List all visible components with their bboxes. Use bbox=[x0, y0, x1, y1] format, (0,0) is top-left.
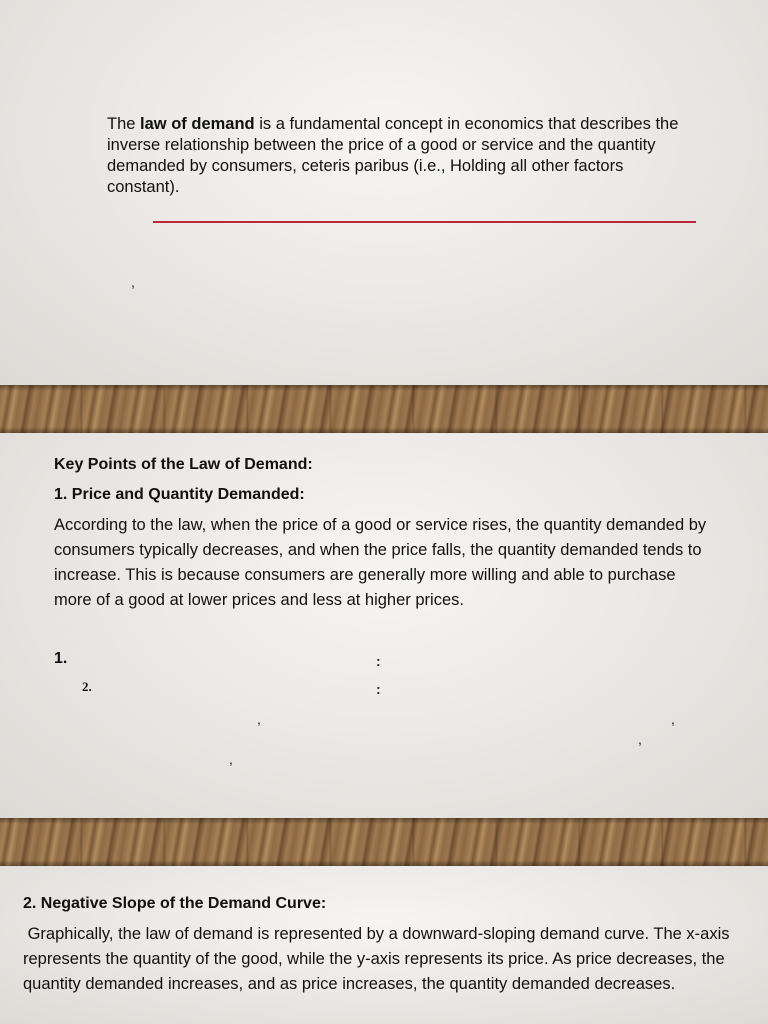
price-quantity-paragraph: According to the law, when the price of a good or service rises, the quantity demanded by consumers typically decreases, and when the price falls, the quantity demanded tends to increase. This is because consumers are generally more willing and able to purchase more of a good at lower prices and less at higher prices. bbox=[54, 516, 707, 609]
slide-2 bbox=[0, 433, 768, 818]
list-number-1: 1. bbox=[54, 650, 68, 667]
wood-floor-divider bbox=[0, 385, 768, 433]
stray-comma: , bbox=[638, 731, 642, 747]
slide-3 bbox=[0, 866, 768, 1024]
stray-comma: , bbox=[229, 751, 233, 767]
price-quantity-subheading: 1. Price and Quantity Demanded: bbox=[54, 486, 305, 503]
list-colon-1: : bbox=[376, 653, 381, 669]
key-points-heading: Key Points of the Law of Demand: bbox=[54, 456, 313, 473]
stray-comma: , bbox=[671, 711, 675, 727]
stray-comma: , bbox=[257, 711, 261, 727]
slide-1 bbox=[0, 0, 768, 385]
law-of-demand-term: law of demand bbox=[140, 115, 255, 133]
list-colon-2: : bbox=[376, 681, 381, 697]
wood-floor-divider bbox=[0, 818, 768, 866]
negative-slope-paragraph: Graphically, the law of demand is represented by a downward-sloping demand curve. The x-axis represents the quantity of the good, while the y-axis represents its price. As price decreases, the quantity demanded increases, and as price increases, the quantity demanded decreases. bbox=[23, 925, 735, 993]
intro-body: is a fundamental concept in economics that describes the inverse relationship between the price of a good or service and the quantity demanded by consumers, ceteris paribus (i.e., Holding all other factors constant). bbox=[107, 115, 679, 196]
stray-comma: , bbox=[131, 274, 135, 290]
negative-slope-heading: 2. Negative Slope of the Demand Curve: bbox=[23, 895, 327, 912]
intro-paragraph bbox=[107, 114, 687, 198]
intro-prefix: The bbox=[107, 115, 141, 133]
red-divider bbox=[153, 221, 696, 223]
list-number-2: 2. bbox=[82, 679, 92, 694]
